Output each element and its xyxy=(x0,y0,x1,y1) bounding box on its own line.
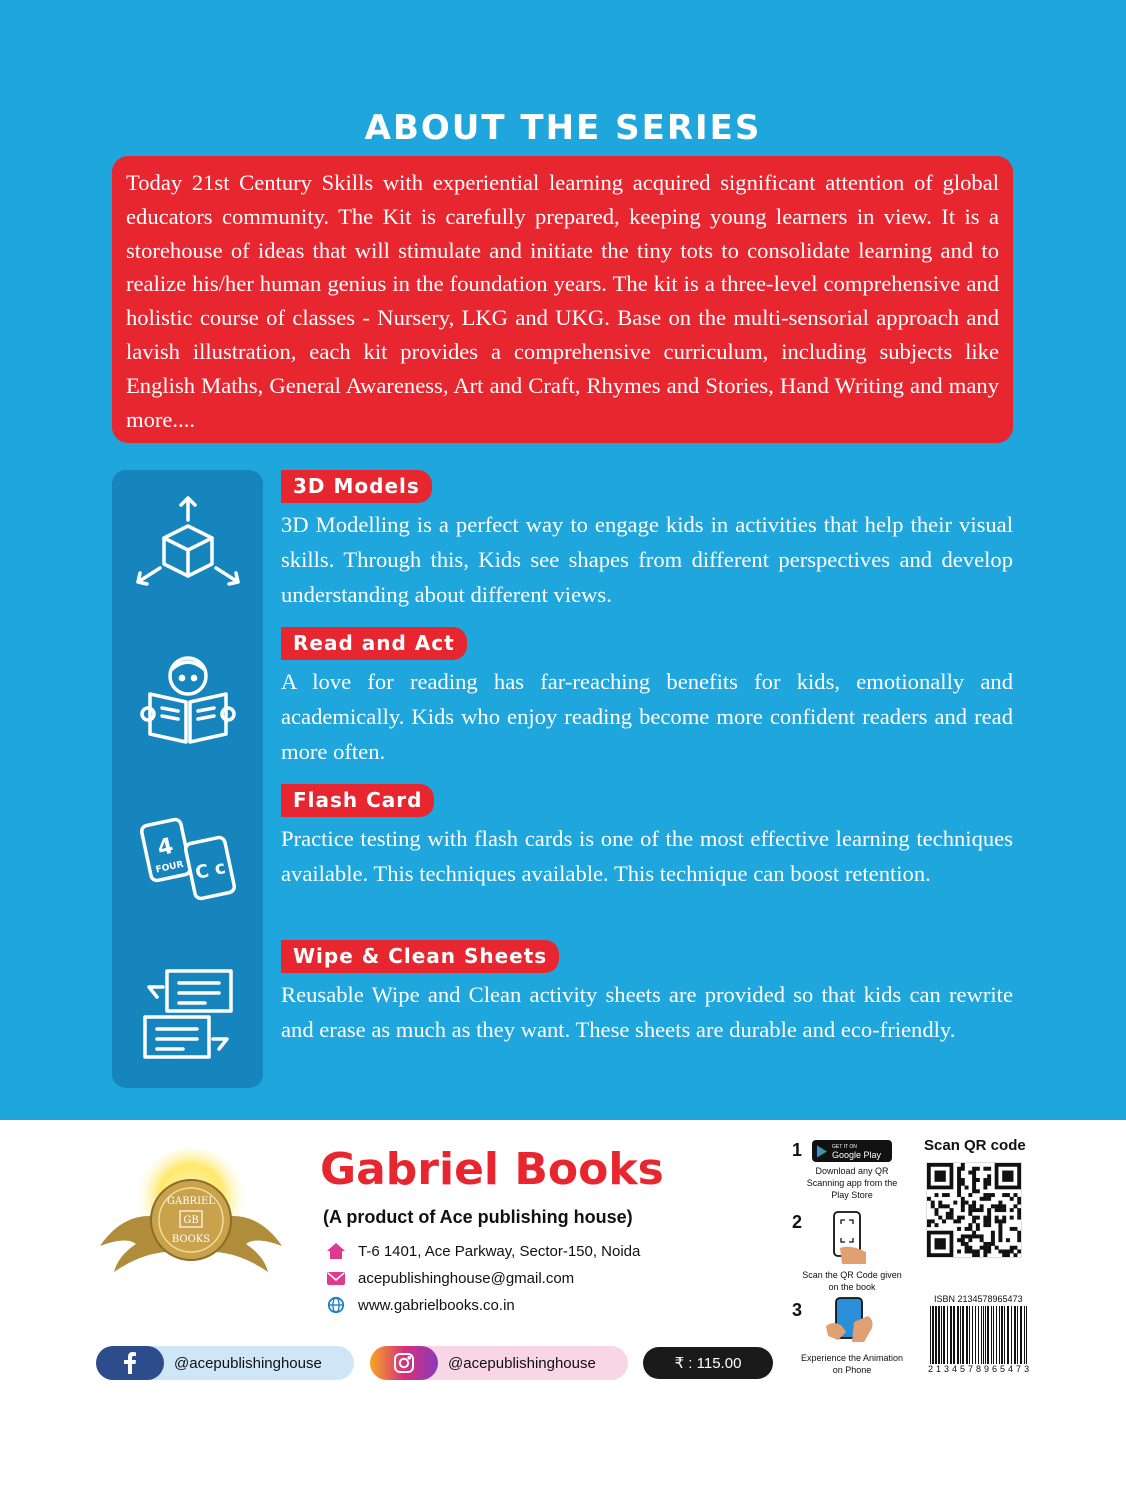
address-text: T-6 1401, Ace Parkway, Sector-150, Noida xyxy=(358,1242,641,1260)
icon-column xyxy=(112,470,263,1088)
isbn-label: ISBN 2134578965473 xyxy=(934,1294,1023,1304)
series-title: ABOUT THE SERIES xyxy=(364,108,762,148)
cube-icon xyxy=(112,490,263,600)
card-word: FOUR xyxy=(154,859,184,876)
google-play-badge[interactable] xyxy=(812,1140,892,1162)
website-text[interactable]: www.gabrielbooks.co.in xyxy=(358,1296,515,1314)
about-text: Today 21st Century Skills with experiential learning acquired significant attention of global educators community. The Kit is carefully prepared, keeping young learners in view. It is a storehouse of ideas that will stimulate and initiate the tiny tots to consolidate learning and to realize his/her human genius in the foundation years. The kit is a three-level comprehensive and holistic course of classes - Nursery, LKG and UKG. Base on the multi-sensorial approach and lavish illustration, each kit provides a comprehensive curriculum, including subjects like English Maths, General Awareness, Art and Craft, Rhymes and Stories, Hand Writing and many more.... xyxy=(126,170,999,432)
publisher-name: Gabriel Books xyxy=(320,1144,664,1195)
step-number: 1 xyxy=(792,1140,803,1160)
feature-description: 3D Modelling is a perfect way to engage kids in activities that help their visual skills. Through this, Kids see shapes from different perspectives and develop understanding about different views. xyxy=(281,512,1013,607)
publisher-logo xyxy=(96,1148,286,1288)
feature-read-and-act xyxy=(281,627,1013,769)
about-box xyxy=(112,156,1013,443)
facebook-handle: @acepublishinghouse xyxy=(174,1354,322,1372)
barcode xyxy=(928,1306,1032,1364)
logo-text-top: GABRIEL xyxy=(167,1196,215,1207)
barcode-digits: 2134578965473 xyxy=(928,1364,1033,1374)
website-row xyxy=(326,1296,515,1314)
play-badge-small: GET IT ON xyxy=(832,1144,857,1150)
email-row xyxy=(326,1269,574,1287)
card-letters: C c xyxy=(193,857,227,884)
qr-code[interactable] xyxy=(926,1162,1022,1258)
price-tag: ₹ : 115.00 xyxy=(643,1347,773,1379)
feature-title: Wipe & Clean Sheets xyxy=(281,940,559,973)
facebook-pill[interactable] xyxy=(96,1346,354,1380)
play-badge-large: Google Play xyxy=(832,1150,882,1160)
feature-description: Reusable Wipe and Clean activity sheets are provided so that kids can rewrite and erase as much as they want. These sheets are durable and eco-friendly. xyxy=(281,982,1013,1042)
phone-touch-icon xyxy=(824,1296,876,1351)
facebook-icon xyxy=(96,1346,164,1380)
email-icon xyxy=(326,1269,346,1287)
publisher-subtitle: (A product of Ace publishing house) xyxy=(323,1207,633,1227)
address-row xyxy=(326,1242,640,1260)
instagram-icon xyxy=(370,1346,438,1380)
feature-description: Practice testing with flash cards is one of the most effective learning techniques available. This techniques available. This technique can boost retention. xyxy=(281,826,1013,886)
feature-title: Flash Card xyxy=(281,784,434,817)
step-text: Scan the QR Code given on the book xyxy=(802,1270,902,1292)
flash-cards-icon xyxy=(112,810,263,910)
step-text: Experience the Animation on Phone xyxy=(800,1353,904,1375)
home-icon xyxy=(326,1242,346,1260)
instagram-handle: @acepublishinghouse xyxy=(448,1354,596,1372)
feature-description: A love for reading has far-reaching benefits for kids, emotionally and academically. Kids who enjoy reading become more confident readers and read more often. xyxy=(281,669,1013,764)
instagram-pill[interactable] xyxy=(370,1346,628,1380)
card-number: 4 xyxy=(154,833,176,862)
step-number: 2 xyxy=(792,1212,803,1232)
play-store-icon xyxy=(816,1145,828,1158)
globe-icon xyxy=(326,1296,346,1314)
logo-text-bottom: BOOKS xyxy=(171,1234,211,1245)
step-text: Download any QR Scanning app from the Play Store xyxy=(806,1166,898,1200)
feature-title: Read and Act xyxy=(281,627,467,660)
reading-child-icon xyxy=(112,650,263,750)
divider-stripe xyxy=(0,1112,1126,1120)
step-number: 3 xyxy=(792,1300,803,1320)
sheets-icon xyxy=(112,965,263,1065)
feature-flash-card xyxy=(281,784,1013,891)
feature-3d-models xyxy=(281,470,1013,612)
feature-wipe-clean-sheets xyxy=(281,940,1013,1047)
logo-text-mid: GB xyxy=(183,1215,199,1226)
feature-title: 3D Models xyxy=(281,470,432,503)
qr-title: Scan QR code xyxy=(924,1137,1026,1154)
email-text[interactable]: acepublishinghouse@gmail.com xyxy=(358,1269,575,1287)
phone-scan-icon xyxy=(830,1210,870,1269)
